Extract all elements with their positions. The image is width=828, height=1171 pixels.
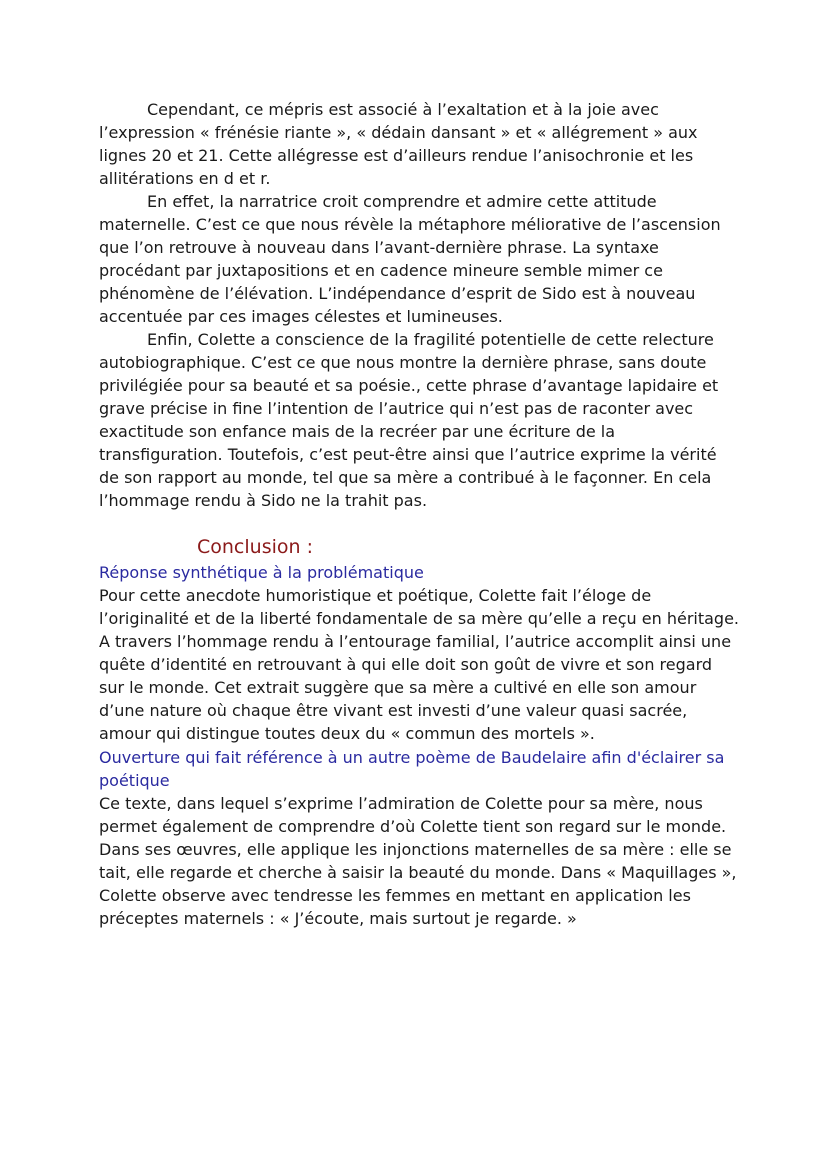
conclusion-subheading-synthesis: Réponse synthétique à la problématique xyxy=(99,563,424,582)
document-page xyxy=(99,98,739,930)
body-paragraph-fragility: Enfin, Colette a conscience de la fragilité potentielle de cette relecture autobiographique. C’est ce que nous montre la dernière phrase, sans doute privilégiée pour sa beauté et sa poésie., cette phrase d’avantage lapidaire et grave précise in fine l’intention de l’autrice qui n’est pas de raconter avec exactitude son enfance mais de la recréer par une écriture de la transfiguration. Toutefois, c’est peut-être ainsi que l’autrice exprime la vérité de son rapport au monde, tel que sa mère a contribué à le façonner. En cela l’hommage rendu à Sido ne la trahit pas. xyxy=(99,330,719,510)
conclusion-paragraph-opening: Ce texte, dans lequel s’exprime l’admiration de Colette pour sa mère, nous permet également de comprendre d’où Colette tient son regard sur le monde. Dans ses œuvres, elle applique les injonctions maternelles de sa mère : elle se tait, elle regarde et cherche à saisir la beauté du monde. Dans « Maquillages », Colette observe avec tendresse les femmes en mettant en application les préceptes maternels : « J’écoute, mais surtout je regarde. » xyxy=(99,794,737,928)
conclusion-paragraph-synthesis: Pour cette anecdote humoristique et poétique, Colette fait l’éloge de l’originalité et de la liberté fondamentale de sa mère qu’elle a reçu en héritage. A travers l’hommage rendu à l’entourage familial, l’autrice accomplit ainsi une quête d’identité en retrouvant à qui elle doit son goût de vivre et son regard sur le monde. Cet extrait suggère que sa mère a cultivé en elle son amour d’une nature où chaque être vivant est investi d’une valeur quasi sacrée, amour qui distingue toutes deux du « commun des mortels ». xyxy=(99,586,739,743)
body-paragraph-exaltation: Cependant, ce mépris est associé à l’exaltation et à la joie avec l’expression « frénésie riante », « dédain dansant » et « allégrement » aux lignes 20 et 21. Cette allégresse est d’ailleurs rendue l’anisochronie et les allitérations en d et r. xyxy=(99,100,698,188)
conclusion-heading: Conclusion : xyxy=(197,536,313,558)
conclusion-subheading-opening: Ouverture qui fait référence à un autre poème de Baudelaire afin d'éclairer sa poétique xyxy=(99,748,725,790)
body-paragraph-admiration: En effet, la narratrice croit comprendre et admire cette attitude maternelle. C’est ce que nous révèle la métaphore méliorative de l’ascension que l’on retrouve à nouveau dans l’avant-dernière phrase. La syntaxe procédant par juxtapositions et en cadence mineure semble mimer ce phénomène de l’élévation. L’indépendance d’esprit de Sido est à nouveau accentuée par ces images célestes et lumineuses. xyxy=(99,192,721,326)
